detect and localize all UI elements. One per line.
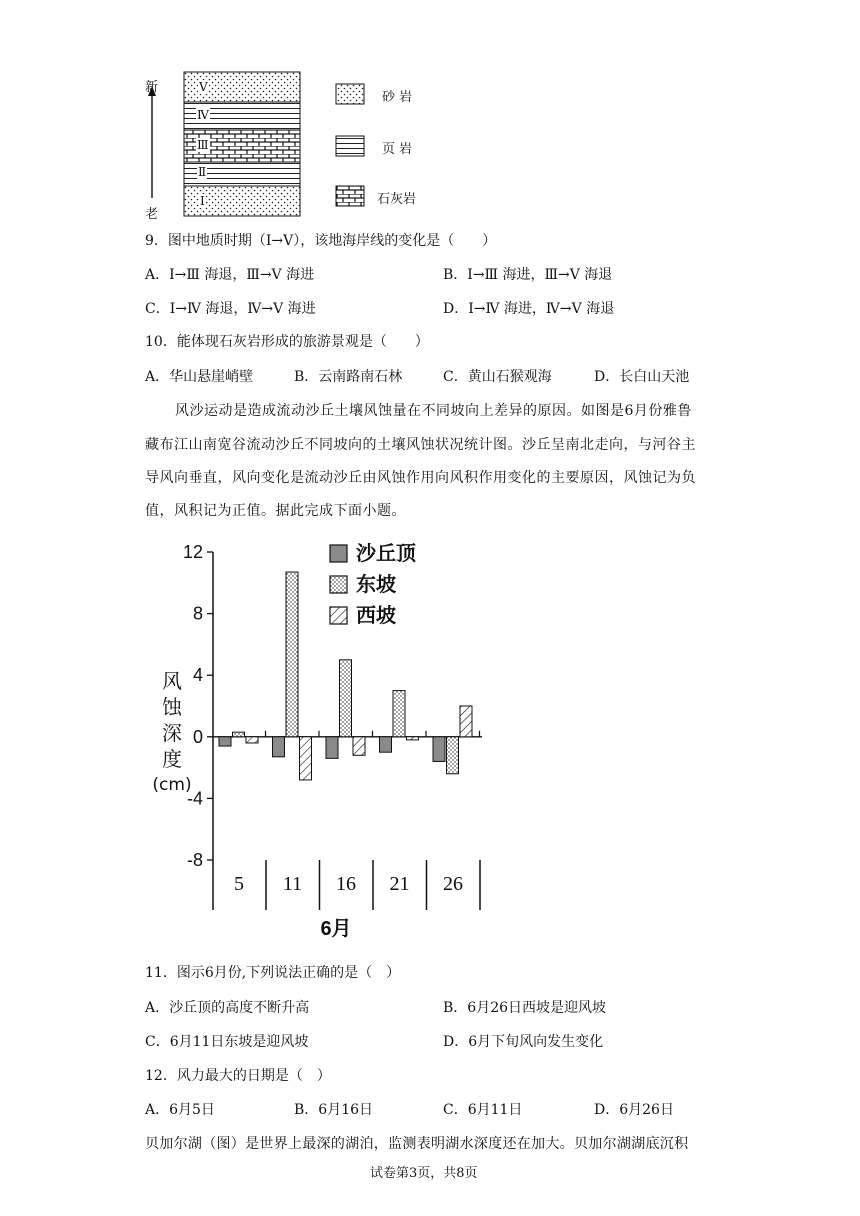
bar-dune-top — [326, 737, 338, 759]
legend-label: 西坡 — [356, 603, 396, 627]
layer-label-iii: Ⅲ — [197, 138, 209, 152]
bar-east-slope — [340, 660, 352, 737]
y-axis-label-char-1: 风 — [162, 669, 182, 693]
y-tick-label: 0 — [192, 726, 203, 747]
legend-label: 沙丘顶 — [356, 541, 416, 565]
question-12-stem: 12．风力最大的日期是（ ） — [145, 1068, 331, 1084]
legend-label-shale: 页 岩 — [382, 142, 413, 157]
question-9-option-c[interactable]: C．Ⅰ→Ⅳ 海退，Ⅳ→Ⅴ 海进 — [145, 301, 316, 317]
bar-dune-top — [219, 737, 231, 746]
y-axis-label-unit: (cm) — [152, 775, 192, 795]
question-9-option-d[interactable]: D．Ⅰ→Ⅳ 海进，Ⅳ→Ⅴ 海退 — [443, 301, 615, 317]
bar-east-slope — [393, 691, 405, 737]
bar-west-slope — [246, 737, 258, 743]
layer-label-iv: Ⅳ — [197, 108, 209, 122]
x-tick-label: 21 — [389, 873, 410, 895]
bar-east-slope — [233, 732, 245, 737]
x-axis-label: 6月 — [320, 918, 352, 940]
question-12-option-c[interactable]: C．6月11日 — [443, 1102, 523, 1118]
legend-swatch — [330, 545, 347, 562]
y-tick-label: -8 — [186, 850, 203, 870]
legend-limestone-swatch — [336, 186, 364, 206]
y-tick-label: 12 — [182, 542, 203, 562]
y-axis-label-char-2: 蚀 — [162, 695, 182, 719]
question-10-option-d[interactable]: D．长白山天池 — [594, 369, 690, 385]
question-11-stem: 11．图示6月份,下列说法正确的是（ ） — [145, 965, 401, 981]
x-tick-label: 5 — [234, 873, 244, 895]
bar-dune-top — [380, 737, 392, 752]
passage-line-2: 藏布江山南宽谷流动沙丘不同坡向的土壤风蚀状况统计图。沙丘呈南北走向，与河谷主 — [145, 437, 696, 453]
y-tick-label: -4 — [186, 788, 203, 809]
y-axis-label — [150, 668, 194, 798]
question-12-option-a[interactable]: A．6月5日 — [145, 1102, 215, 1118]
x-tick-label: 26 — [443, 873, 463, 895]
y-tick-label: 8 — [192, 603, 203, 624]
question-12-option-d[interactable]: D．6月26日 — [594, 1102, 674, 1118]
question-11-option-c[interactable]: C．6月11日东坡是迎风坡 — [145, 1034, 309, 1050]
bar-east-slope — [286, 572, 298, 737]
bar-west-slope — [460, 706, 472, 737]
bar-dune-top — [273, 737, 285, 757]
layer-label-i: Ⅰ — [200, 194, 205, 208]
y-axis-label-char-4: 度 — [162, 747, 182, 771]
legend-swatch — [330, 576, 347, 593]
wind-erosion-chart — [140, 535, 520, 955]
question-10-option-c[interactable]: C．黄山石猴观海 — [443, 369, 552, 385]
layer-label-v: Ⅴ — [199, 80, 208, 94]
y-tick-label: 4 — [192, 665, 203, 686]
bar-east-slope — [447, 737, 459, 774]
question-11-option-d[interactable]: D．6月下旬风向发生变化 — [443, 1034, 604, 1050]
question-10-option-b[interactable]: B．云南路南石林 — [294, 369, 403, 385]
question-9-option-a[interactable]: A．Ⅰ→Ⅲ 海退，Ⅲ→Ⅴ 海进 — [145, 267, 315, 283]
question-10-option-a[interactable]: A．华山悬崖峭壁 — [145, 369, 254, 385]
x-tick-label: 11 — [282, 873, 303, 895]
passage-line-4: 值，风积记为正值。据此完成下面小题。 — [145, 503, 406, 519]
legend-label: 东坡 — [356, 572, 396, 596]
layer-label-ii: Ⅱ — [198, 165, 207, 179]
legend-swatch — [330, 607, 347, 624]
bar-west-slope — [353, 737, 365, 755]
legend-label-limestone: 石灰岩 — [377, 192, 417, 207]
x-tick-label: 16 — [336, 873, 356, 895]
question-11-option-a[interactable]: A．沙丘顶的高度不断升高 — [145, 1000, 310, 1016]
bar-west-slope — [407, 737, 419, 740]
y-axis-label-char-3: 深 — [162, 721, 182, 745]
question-10-stem: 10．能体现石灰岩形成的旅游景观是（ ） — [145, 334, 429, 350]
passage-line-1: 风沙运动是造成流动沙丘土壤风蚀量在不同坡向上差异的原因。如图是6月份雅鲁 — [175, 403, 692, 419]
question-11-option-b[interactable]: B．6月26日西坡是迎风坡 — [443, 1000, 607, 1016]
legend-shale-swatch — [336, 136, 364, 156]
bar-dune-top — [433, 737, 445, 762]
question-9-option-b[interactable]: B．Ⅰ→Ⅲ 海进，Ⅲ→Ⅴ 海退 — [443, 267, 613, 283]
arrow-label-new: 新 — [145, 80, 159, 95]
arrow-label-old: 老 — [145, 207, 159, 222]
passage-line-3: 导风向垂直，风向变化是流动沙丘由风蚀作用向风积作用变化的主要原因，风蚀记为负 — [145, 470, 696, 486]
legend-label-sandstone: 砂 岩 — [382, 90, 413, 105]
page-footer: 试卷第3页，共8页 — [370, 1166, 478, 1181]
bar-west-slope — [300, 737, 312, 780]
question-12-option-b[interactable]: B．6月16日 — [294, 1102, 374, 1118]
question-9-stem: 9．图中地质时期（Ⅰ→Ⅴ），该地海岸线的变化是（ ） — [145, 233, 497, 249]
legend-sandstone-swatch — [336, 84, 364, 104]
next-passage-line: 贝加尔湖（图）是世界上最深的湖泊，监测表明湖水深度还在加大。贝加尔湖湖底沉积 — [145, 1136, 689, 1152]
